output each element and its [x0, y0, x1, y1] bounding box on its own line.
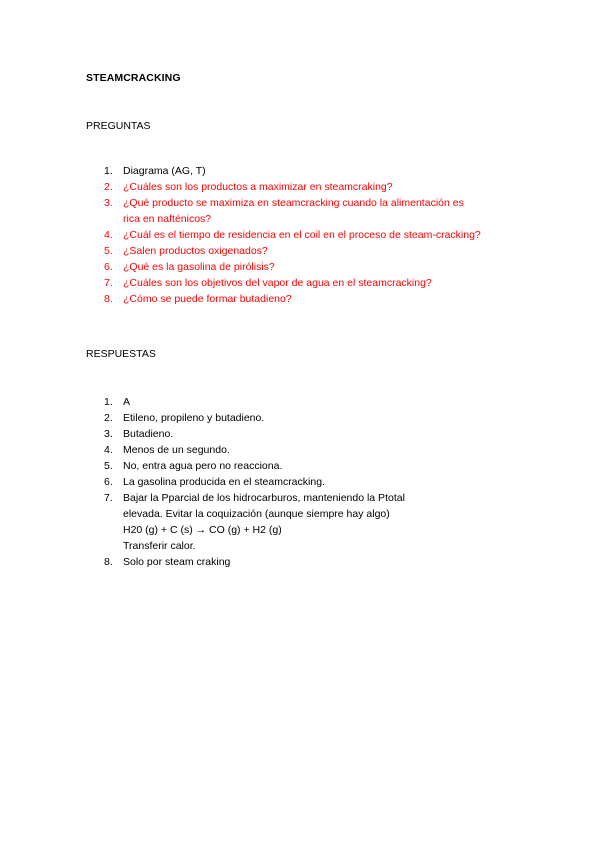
- answer-item-number: 6.: [104, 476, 113, 488]
- answer-item-number: 7.: [104, 492, 113, 504]
- question-item-number: 2.: [104, 181, 113, 193]
- answer-item-text: No, entra agua pero no reacciona.: [123, 460, 283, 472]
- answer-item-number: 8.: [104, 556, 113, 568]
- answer-item: [86, 394, 526, 410]
- answers-list: [86, 394, 526, 570]
- question-item-number: 3.: [104, 197, 113, 209]
- answer-item-number: 4.: [104, 444, 113, 456]
- question-item: [86, 243, 526, 259]
- question-item: [86, 259, 526, 275]
- question-item-number: 4.: [104, 229, 113, 241]
- answer-item: [86, 554, 526, 570]
- question-item-text: ¿Cuáles son los objetivos del vapor de agua en el steamcracking?: [123, 277, 432, 289]
- question-item-text: ¿Qué producto se maximiza en steamcracking cuando la alimentación es: [123, 197, 464, 209]
- answer-item-text: Menos de un segundo.: [123, 444, 230, 456]
- question-item-number: 5.: [104, 245, 113, 257]
- question-item-number: 6.: [104, 261, 113, 273]
- answer-item: [86, 458, 526, 474]
- answer-item-text: Transferir calor.: [123, 540, 196, 552]
- question-item-text: ¿Cómo se puede formar butadieno?: [123, 293, 292, 305]
- question-item-number: 7.: [104, 277, 113, 289]
- questions-heading: PREGUNTAS: [86, 120, 151, 132]
- question-item: [86, 291, 526, 307]
- answer-item-text: A: [123, 396, 131, 408]
- question-item: [86, 275, 526, 291]
- answer-item-text: La gasolina producida en el steamcracking.: [123, 476, 325, 488]
- answer-item: [86, 410, 526, 426]
- question-item: [86, 179, 526, 195]
- question-item-number: 1.: [104, 165, 113, 177]
- answer-item: [86, 442, 526, 458]
- document-title: STEAMCRACKING: [86, 72, 181, 84]
- answer-item-number: 1.: [104, 396, 113, 408]
- answer-item-number: 3.: [104, 428, 113, 440]
- answer-item-number: 5.: [104, 460, 113, 472]
- answer-item-text: Bajar la Pparcial de los hidrocarburos, manteniendo la Ptotal: [123, 492, 405, 504]
- answer-item: [86, 474, 526, 490]
- question-item-text: ¿Cuáles son los productos a maximizar en steamcraking?: [123, 181, 393, 193]
- question-item-text: rica en nafténicos?: [123, 213, 212, 225]
- question-item-text: ¿Qué es la gasolina de pirólisis?: [123, 261, 275, 273]
- answer-item-text: Etileno, propileno y butadieno.: [123, 412, 265, 424]
- question-item-text: ¿Cuál es el tiempo de residencia en el coil en el proceso de steam-cracking?: [123, 229, 481, 241]
- question-item: [86, 195, 526, 227]
- answer-item-number: 2.: [104, 412, 113, 424]
- question-item: [86, 163, 526, 179]
- answers-heading: RESPUESTAS: [86, 348, 156, 360]
- question-item-text: ¿Salen productos oxigenados?: [123, 245, 268, 257]
- answer-item-text: elevada. Evitar la coquización (aunque siempre hay algo): [123, 508, 390, 520]
- question-item-number: 8.: [104, 293, 113, 305]
- answer-item: [86, 426, 526, 442]
- questions-list: [86, 163, 526, 307]
- answer-item: [86, 490, 526, 554]
- answer-item-text: Solo por steam craking: [123, 556, 231, 568]
- answer-item-text: Butadieno.: [123, 428, 174, 440]
- question-item-text: Diagrama (AG, T): [123, 165, 206, 177]
- question-item: [86, 227, 526, 243]
- answer-item-text: H20 (g) + C (s) → CO (g) + H2 (g): [123, 524, 282, 536]
